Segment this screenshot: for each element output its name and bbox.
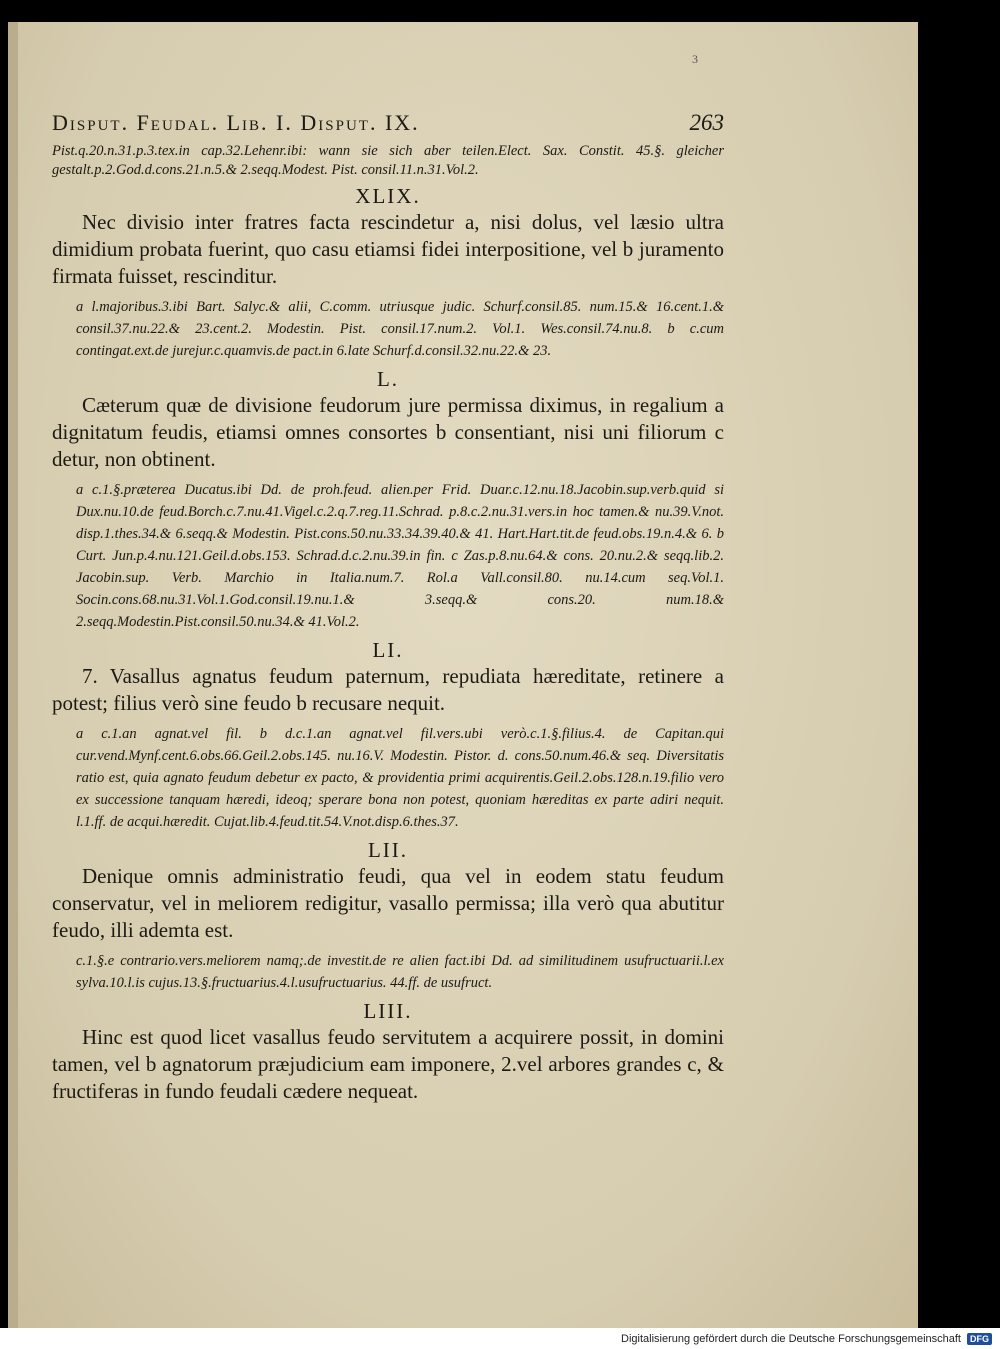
page-edge [8,22,18,1328]
section-lii [52,837,724,994]
section-notes: a l.majoribus.3.ibi Bart. Salyc.& alii, C.comm. utriusque judic. Schurf.consil.85. num.15.& 16.cent.1.& consil.37.nu.22.& 23.cent.2. Modestin. Pist. consil.17.num.2. Vol.1. Wes.consil.74.nu.8. b c.cum contingat.ext.de jurejur.c.quamvis.de pact.in 6.late Schurf.d.consil.32.nu.22.& 23. [76,299,724,359]
section-text: Nec divisio inter fratres facta rescindetur a, nisi dolus, vel læsio ultra dimidium probata fuerint, quo casu etiamsi fidei interpositione, vel b juramento firmata fuisset, rescinditur. [52,210,724,288]
section-notes: a c.1.an agnat.vel fil. b d.c.1.an agnat.vel fil.vers.ubi verò.c.1.§.filius.4. de Capitan.qui cur.vend.Mynf.cent.6.obs.66.Geil.2.obs.145. nu.16.V. Modestin. Pistor. d. cons.50.num.46.& seq. Diversitatis ratio est, quia agnato feudum debetur ex pacto, & providentia primi acquirentis.Geil.2.obs.128.n.19.filio vero ex successione tanquam hæredi, ideoq; sperare bona non potest, quoniam hæreditas ex parte adiri nequit. l.1.ff. de acqui.hæredit. Cujat.lib.4.feud.tit.54.V.not.disp.6.thes.37. [76,726,724,830]
section-text: 7. Vasallus agnatus feudum paternum, repudiata hæreditate, retinere a potest; filius verò sine feudo b recusare nequit. [52,664,724,715]
section-liii [52,998,724,1105]
footer-text: Digitalisierung gefördert durch die Deutsche Forschungsgemeinschaft [621,1332,961,1345]
section-number: XLIX. [355,184,421,208]
section-notes: a c.1.§.præterea Ducatus.ibi Dd. de proh.feud. alien.per Frid. Duar.c.12.nu.18.Jacobin.sup.verb.quid si Dux.nu.10.de feud.Borch.c.7.nu.41.Vigel.c.2.q.7.reg.11.Schrad. p.8.c.2.nu.31.vers.in hoc tamen.& nu.39.V.not. disp.1.thes.34.& 6.seqq.& Modestin. Pist.cons.50.nu.33.34.39.40.& 41. Hart.Hart.tit.de feud.obs.19.n.4.& 6. b Curt. Jun.p.4.nu.121.Geil.d.obs.153. Schrad.d.c.2.nu.39.in fin. c Zas.p.8.nu.64.& cons. 20.nu.2.& seqq.lib.2. Jacobin.sup. Verb. Marchio in Italia.num.7. Rol.a Vall.consil.80. nu.14.cum seq.Vol.1. Socin.cons.68.nu.31.Vol.1.God.consil.19.nu.1.& 3.seqq.& cons.20. num.18.& 2.seqq.Modestin.Pist.consil.50.nu.34.& 41.Vol.2. [76,482,724,630]
dfg-logo: DFG [967,1333,992,1345]
section-li [52,637,724,833]
section-xlix [52,183,724,362]
running-head-title: Disput. Feudal. Lib. I. Disput. IX. [52,110,420,135]
section-notes: c.1.§.e contrario.vers.meliorem namq;.de investit.de re alien fact.ibi Dd. ad similitudinem usufructuarii.l.ex sylva.10.l.is cujus.13.§.fructuarius.4.l.usufructuarius. 44.ff. de usufruct. [76,953,724,991]
section-text: Denique omnis administratio feudi, qua vel in eodem statu feudum conservatur, vel in meliorem redigitur, vasallo permissa; illa verò qua abutitur feudo, illi ademta est. [52,864,724,942]
section-number: LI. [372,638,404,662]
page-number: 263 [689,110,724,135]
section-l [52,366,724,633]
section-number: LIII. [363,999,413,1023]
section-text: Hinc est quod licet vasallus feudo servitutem a acquirere possit, in domini tamen, vel b agnatorum præjudicium eam imponere, 2.vel arbores grandes c, & fructiferas in fundo feudali cædere nequeat. [52,1025,724,1103]
page-content [52,110,724,1111]
page-mark: 3 [692,52,698,66]
section-text: Cæterum quæ de divisione feudorum jure permissa diximus, in regalium a dignitatum feudis, etiamsi omnes consortes b consentiant, nisi uni filiorum c detur, non obtinent. [52,393,724,471]
section-number: L. [376,367,400,391]
continued-notes: Pist.q.20.n.31.p.3.tex.in cap.32.Lehenr.ibi: wann sie sich aber teilen.Elect. Sax. Constit. 45.§. gleicher gestalt.p.2.God.d.cons.21.n.5.& 2.seqq.Modest. Pist. consil.11.n.31.Vol.2. [52,143,724,178]
funding-footer [0,1328,1000,1349]
running-head [52,110,724,136]
scanned-page [8,22,918,1328]
section-number: LII. [367,838,409,862]
